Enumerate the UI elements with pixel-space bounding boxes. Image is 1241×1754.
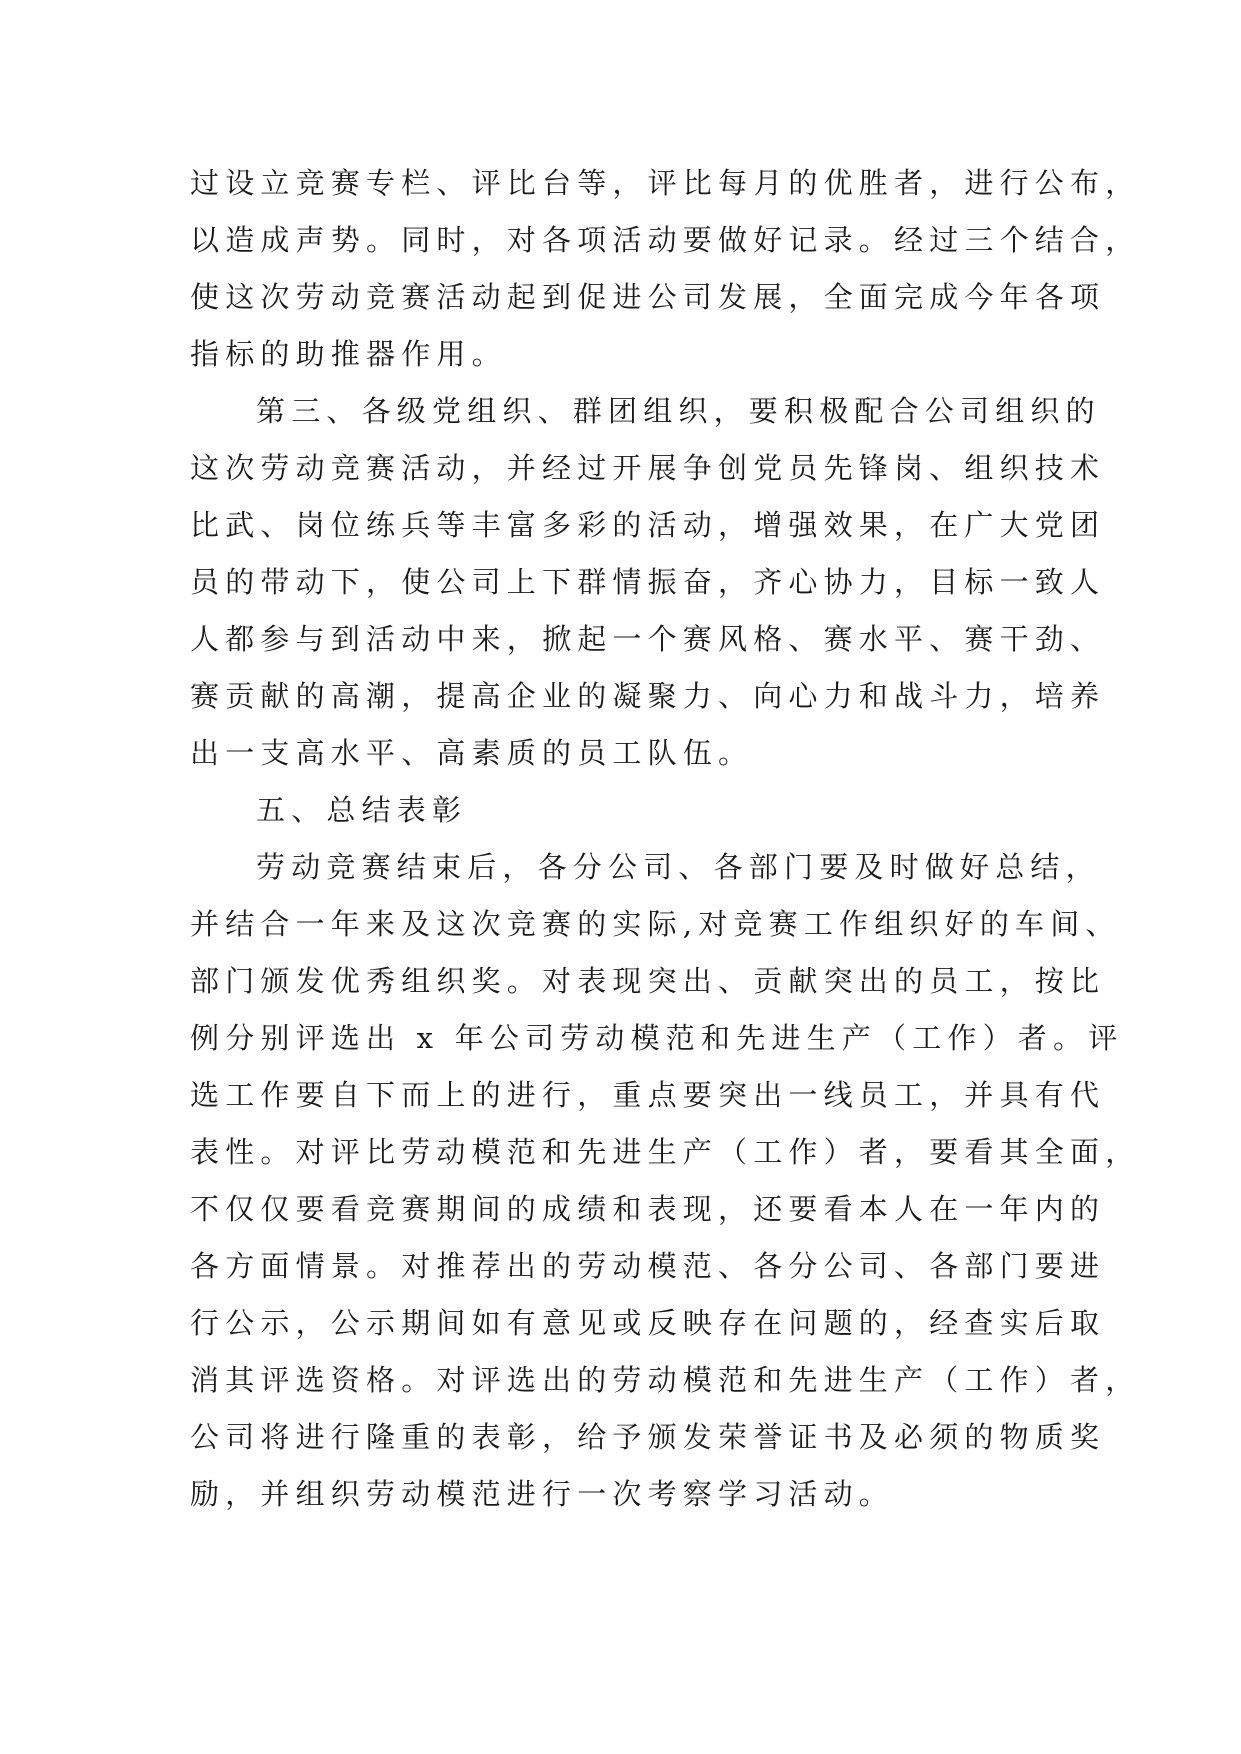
text-line: 出一支高水平、高素质的员工队伍。 [190, 736, 754, 770]
text-line: 消其评选资格。对评选出的劳动模范和先进生产（工作）者， [190, 1363, 1141, 1397]
text-line: 各方面情景。对推荐出的劳动模范、各分公司、各部门要进 [190, 1249, 1106, 1283]
text-line: 第三、各级党组织、群团组织，要积极配合公司组织的 [256, 394, 1101, 428]
section-heading: 五、总结表彰 [256, 793, 468, 827]
text-line: 过设立竞赛专栏、评比台等，评比每月的优胜者，进行公布， [190, 166, 1141, 200]
text-line: 例分别评选出 x 年公司劳动模范和先进生产（工作）者。评 [190, 1021, 1124, 1055]
text-line: 赛贡献的高潮，提高企业的凝聚力、向心力和战斗力，培养 [190, 679, 1106, 713]
text-line: 员的带动下，使公司上下群情振奋，齐心协力，目标一致人 [190, 565, 1106, 599]
text-line: 部门颁发优秀组织奖。对表现突出、贡献突出的员工，按比 [190, 964, 1106, 998]
text-line: 使这次劳动竞赛活动起到促进公司发展，全面完成今年各项 [190, 280, 1106, 314]
text-line: 以造成声势。同时，对各项活动要做好记录。经过三个结合， [190, 223, 1141, 257]
text-line: 劳动竞赛结束后，各分公司、各部门要及时做好总结， [256, 850, 1101, 884]
text-line: 励，并组织劳动模范进行一次考察学习活动。 [190, 1477, 895, 1511]
text-line: 公司将进行隆重的表彰，给予颁发荣誉证书及必须的物质奖 [190, 1420, 1106, 1454]
text-line: 并结合一年来及这次竞赛的实际,对竞赛工作组织好的车间、 [190, 907, 1121, 941]
text-line: 不仅仅要看竞赛期间的成绩和表现，还要看本人在一年内的 [190, 1192, 1106, 1226]
text-line: 人都参与到活动中来，掀起一个赛风格、赛水平、赛干劲、 [190, 622, 1106, 656]
text-line: 比武、岗位练兵等丰富多彩的活动，增强效果，在广大党团 [190, 508, 1106, 542]
text-line: 选工作要自下而上的进行，重点要突出一线员工，并具有代 [190, 1078, 1106, 1112]
text-line: 行公示，公示期间如有意见或反映存在问题的，经查实后取 [190, 1306, 1106, 1340]
text-line: 指标的助推器作用。 [190, 337, 507, 371]
text-line: 这次劳动竞赛活动，并经过开展争创党员先锋岗、组织技术 [190, 451, 1106, 485]
text-line: 表性。对评比劳动模范和先进生产（工作）者，要看其全面， [190, 1135, 1141, 1169]
body-text [190, 155, 1141, 1523]
